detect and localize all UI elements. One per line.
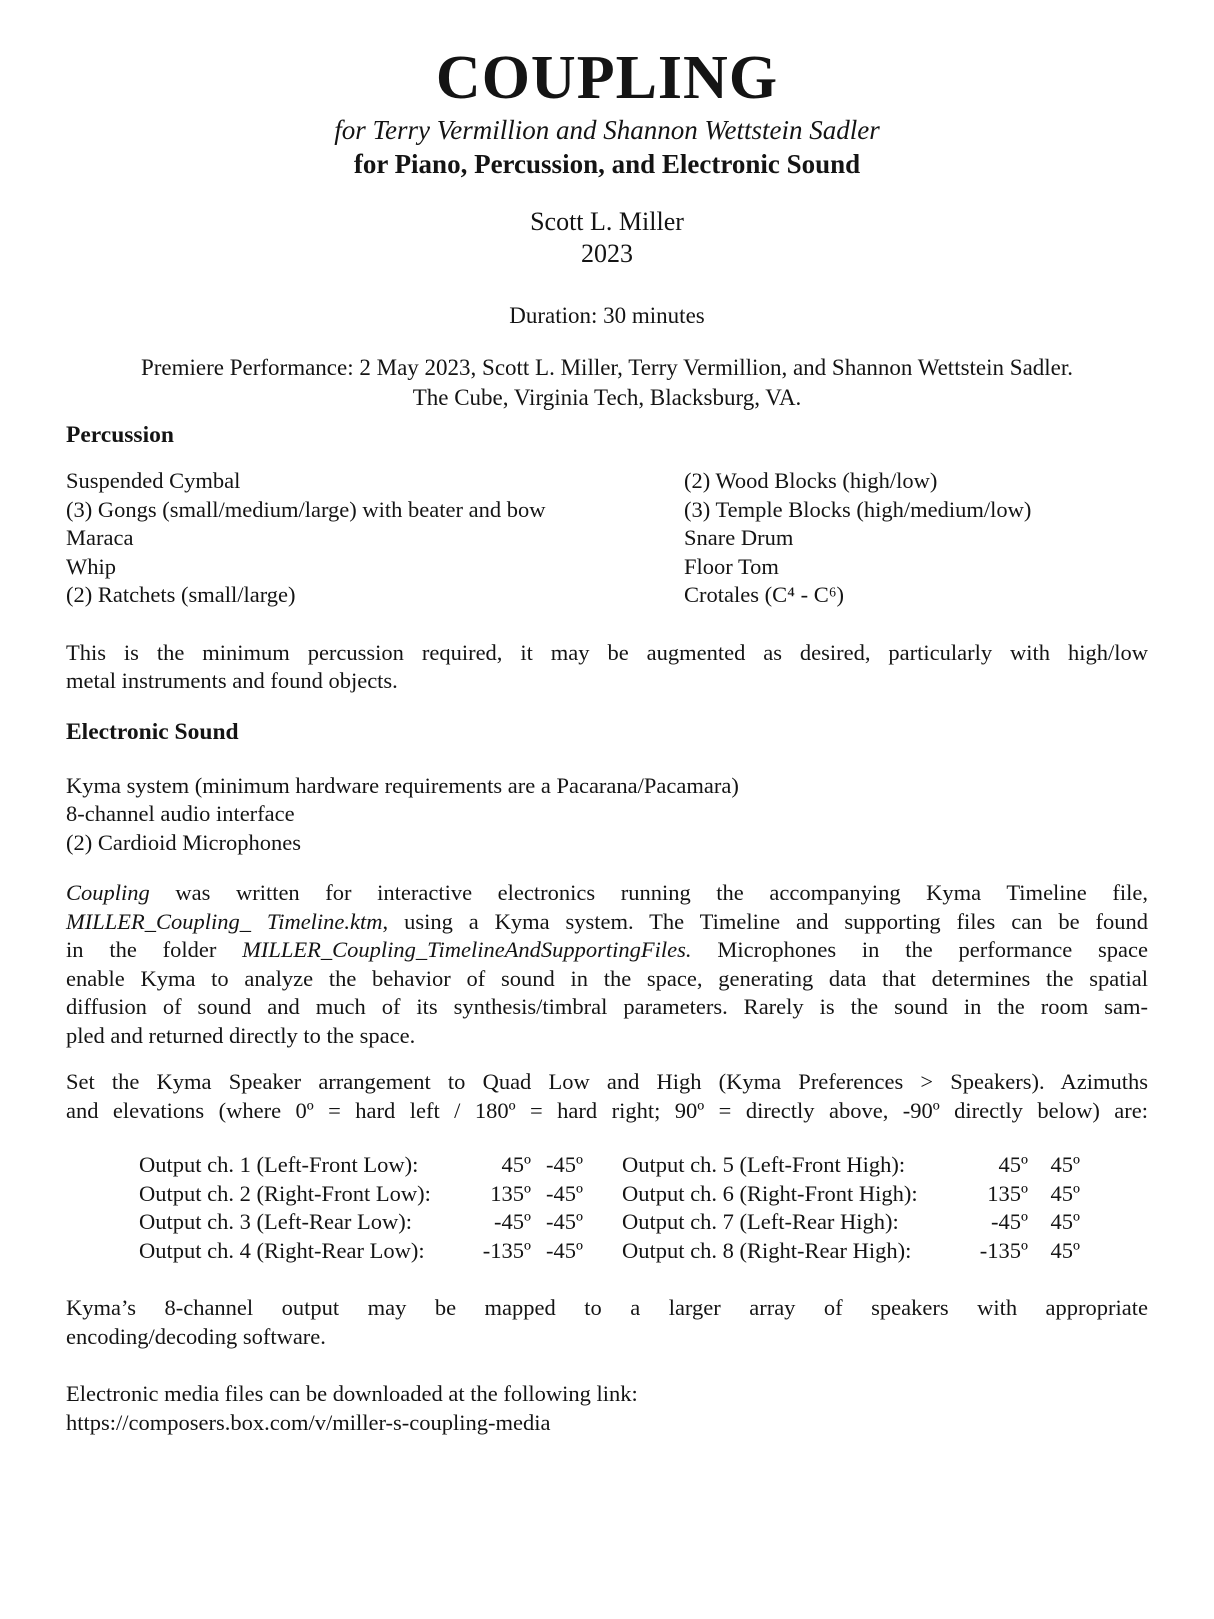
output-channel-label: Output ch. 6 (Right-Front High): [622, 1180, 918, 1206]
text-segment: Microphones in the performance space [691, 937, 1148, 963]
premiere-line-1: Premiere Performance: 2 May 2023, Scott L. Miller, Terry Vermillion, and Shannon Wettstein Sadler. [140, 355, 1074, 381]
output-channel-label: Output ch. 8 (Right-Rear High): [622, 1237, 912, 1263]
kyma-description-paragraph [66, 879, 1148, 1050]
text-line: Whip [66, 553, 116, 579]
text-line: Set the Kyma Speaker arrangement to Quad Low and High (Kyma Preferences > Speakers). Azimuths [66, 1069, 1148, 1095]
elevation-value: 45º [1050, 1237, 1080, 1263]
azimuth-value: 45º [998, 1152, 1028, 1178]
elevation-value: 45º [1050, 1209, 1080, 1235]
text-line: 8-channel audio interface [66, 801, 295, 827]
text-line: (2) Wood Blocks (high/low) [684, 468, 938, 494]
text-line: metal instruments and found objects. [66, 668, 398, 694]
download-intro: Electronic media files can be downloaded at the following link: [66, 1381, 638, 1407]
azimuth-value: -45º [494, 1209, 531, 1235]
italic-text-segment: Coupling [66, 880, 150, 906]
text-line: (2) Cardioid Microphones [66, 829, 301, 855]
elevation-value: 45º [1050, 1152, 1080, 1178]
text-line: encoding/decoding software. [66, 1323, 326, 1349]
instrumentation: for Piano, Percussion, and Electronic Sound [353, 149, 861, 180]
percussion-note-paragraph [66, 639, 1148, 696]
output-channel-label: Output ch. 2 (Right-Front Low): [139, 1180, 431, 1206]
title-block [66, 46, 1148, 412]
text-segment: in the folder [66, 937, 243, 963]
text-line: Crotales (C⁴ - C⁶) [684, 582, 845, 608]
text-line: (3) Temple Blocks (high/medium/low) [684, 496, 1032, 522]
output-table-left-group [139, 1151, 583, 1265]
text-line: Maraca [66, 525, 134, 551]
output-channel-label: Output ch. 3 (Left-Rear Low): [139, 1209, 413, 1235]
azimuth-value: 135º [490, 1180, 531, 1206]
elevation-value: -45º [546, 1237, 583, 1263]
azimuth-value: -135º [482, 1237, 531, 1263]
page-title: COUPLING [435, 44, 779, 112]
text-line: and elevations (where 0º = hard left / 180º = hard right; 90º = directly above, -90º directly below) are: [66, 1097, 1148, 1123]
text-line: Floor Tom [684, 553, 779, 579]
speaker-setup-paragraph [66, 1068, 1148, 1125]
text-line [66, 936, 1148, 965]
text-line [66, 965, 1148, 994]
text-line [66, 993, 1148, 1022]
composer-name: Scott L. Miller [530, 207, 684, 237]
output-channel-label: Output ch. 1 (Left-Front Low): [139, 1152, 419, 1178]
italic-text-segment: MILLER_Coupling_ Timeline.ktm [66, 908, 383, 934]
download-link[interactable]: https://composers.box.com/v/miller-s-coupling-media [66, 1409, 551, 1435]
percussion-heading: Percussion [66, 422, 174, 449]
percussion-list [66, 467, 1148, 610]
output-table-right-group [622, 1151, 1080, 1265]
italic-text-segment: MILLER_Coupling_TimelineAndSupportingFiles. [242, 937, 692, 963]
output-channel-label: Output ch. 4 (Right-Rear Low): [139, 1237, 425, 1263]
azimuth-value: -45º [991, 1209, 1028, 1235]
premiere-performance [66, 353, 1148, 412]
percussion-column-right [684, 467, 1148, 610]
text-line [66, 908, 1148, 937]
mapping-note-paragraph [66, 1294, 1148, 1351]
output-channel-label: Output ch. 7 (Left-Rear High): [622, 1209, 899, 1235]
speaker-output-table [139, 1151, 1148, 1265]
text-line: Snare Drum [684, 525, 794, 551]
text-segment: pled and returned directly to the space. [66, 1022, 416, 1048]
azimuth-value: -135º [979, 1237, 1028, 1263]
electronic-equipment-list [66, 772, 1148, 858]
download-section [66, 1380, 1148, 1437]
percussion-column-left [66, 467, 684, 610]
text-segment: enable Kyma to analyze the behavior of sound in the space, generating data that determines the spatial [66, 965, 1148, 991]
text-line: Suspended Cymbal [66, 468, 241, 494]
elevation-value: -45º [546, 1209, 583, 1235]
text-line: This is the minimum percussion required, it may be augmented as desired, particularly with high/low [66, 639, 1148, 665]
duration-text: Duration: 30 minutes [509, 303, 705, 329]
text-segment: , using a Kyma system. The Timeline and supporting files can be found [382, 908, 1148, 934]
composition-year: 2023 [581, 239, 633, 269]
text-segment: was written for interactive electronics running the accompanying Kyma Timeline file, [149, 880, 1148, 906]
azimuth-value: 135º [987, 1180, 1028, 1206]
elevation-value: 45º [1050, 1180, 1080, 1206]
azimuth-value: 45º [501, 1152, 531, 1178]
text-segment: diffusion of sound and much of its synthesis/timbral parameters. Rarely is the sound in the room sam- [66, 994, 1148, 1020]
output-channel-label: Output ch. 5 (Left-Front High): [622, 1152, 906, 1178]
text-line: (2) Ratchets (small/large) [66, 582, 296, 608]
electronic-sound-heading: Electronic Sound [66, 718, 239, 745]
premiere-line-2: The Cube, Virginia Tech, Blacksburg, VA. [412, 384, 802, 410]
text-line: Kyma system (minimum hardware requirements are a Pacarana/Pacamara) [66, 772, 739, 798]
text-line [66, 1022, 1148, 1051]
elevation-value: -45º [546, 1180, 583, 1206]
text-line: Kyma’s 8-channel output may be mapped to a larger array of speakers with appropriate [66, 1295, 1148, 1321]
elevation-value: -45º [546, 1152, 583, 1178]
text-line: (3) Gongs (small/medium/large) with beater and bow [66, 496, 546, 522]
text-line [66, 879, 1148, 908]
dedication: for Terry Vermillion and Shannon Wettstein Sadler [334, 115, 880, 146]
